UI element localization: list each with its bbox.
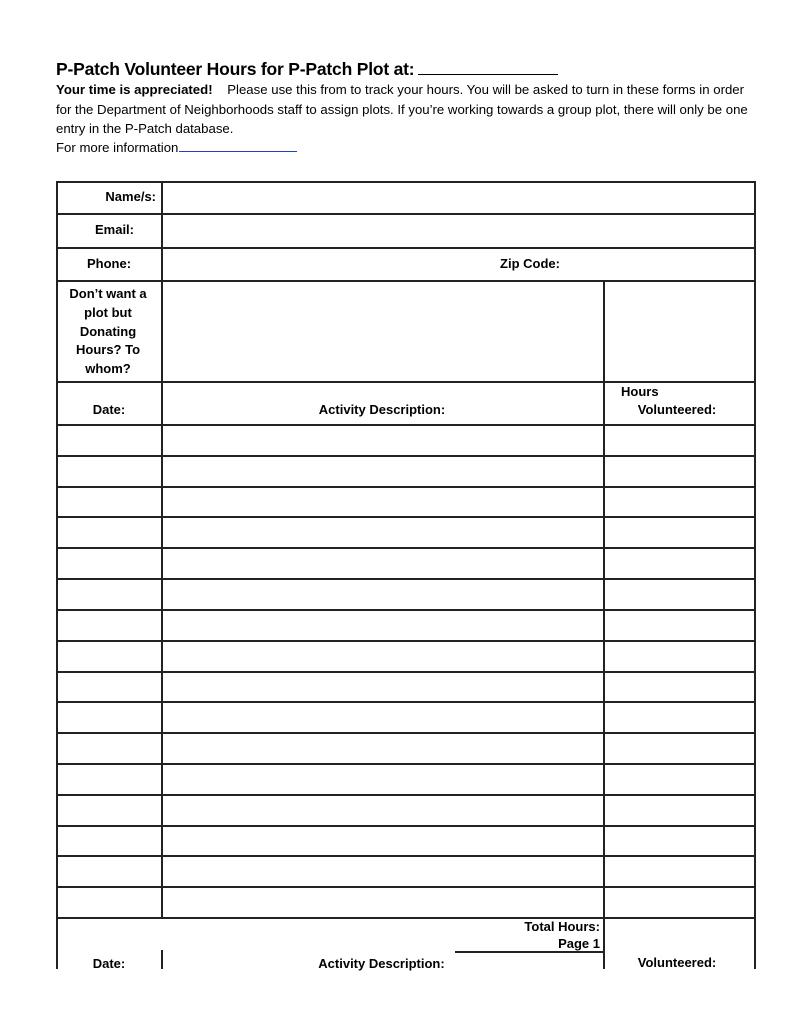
log-row-9-date[interactable] bbox=[58, 673, 160, 701]
log-row-4-hours[interactable] bbox=[605, 518, 753, 546]
date-column-header: Date: bbox=[92, 402, 126, 417]
log-row-6-activity[interactable] bbox=[163, 580, 602, 608]
log-row-10-date[interactable] bbox=[58, 703, 160, 731]
log-row-6-hours[interactable] bbox=[605, 580, 753, 608]
intro-paragraph bbox=[56, 80, 756, 139]
log-row-1-activity[interactable] bbox=[163, 426, 602, 454]
log-row-8-activity[interactable] bbox=[163, 642, 602, 670]
footer-activity-header: Activity Description: bbox=[318, 956, 445, 971]
log-row-13-date[interactable] bbox=[58, 796, 160, 824]
log-row-9-hours[interactable] bbox=[605, 673, 753, 701]
log-row-12-activity[interactable] bbox=[163, 765, 602, 793]
log-row-12-date[interactable] bbox=[58, 765, 160, 793]
log-row-14-hours[interactable] bbox=[605, 827, 753, 855]
table-right-border bbox=[754, 181, 756, 969]
page-title bbox=[56, 58, 558, 80]
log-row-9-activity[interactable] bbox=[163, 673, 602, 701]
donate-hours-field[interactable] bbox=[605, 281, 753, 380]
donate-label: Don’t want a plot but Donating Hours? To whom? bbox=[69, 286, 147, 377]
log-row-11-date[interactable] bbox=[58, 734, 160, 762]
log-row-13-activity[interactable] bbox=[163, 796, 602, 824]
log-row-2-date[interactable] bbox=[58, 457, 160, 485]
zip-code-label: Zip Code: bbox=[500, 256, 560, 271]
log-row-15-hours[interactable] bbox=[605, 857, 753, 885]
total-hours-rule bbox=[455, 951, 603, 953]
footer-date-header: Date: bbox=[92, 956, 126, 971]
activity-column-header: Activity Description: bbox=[318, 402, 446, 417]
log-row-5-activity[interactable] bbox=[163, 549, 602, 577]
email-label: Email: bbox=[94, 222, 134, 237]
log-row-15-activity[interactable] bbox=[163, 857, 602, 885]
log-row-2-activity[interactable] bbox=[163, 457, 602, 485]
more-info-link[interactable] bbox=[179, 138, 297, 152]
log-row-4-date[interactable] bbox=[58, 518, 160, 546]
intro-text: Please use this from to track your hours. You will be asked to turn in these forms in order for the Department of Neighborhoods staff to assign plots. If you’re working towards a group plot, there will only be one entry in the P-Patch database. bbox=[56, 82, 748, 136]
log-row-3-hours[interactable] bbox=[605, 488, 753, 516]
log-row-5-hours[interactable] bbox=[605, 549, 753, 577]
log-row-5-date[interactable] bbox=[58, 549, 160, 577]
log-row-8-hours[interactable] bbox=[605, 642, 753, 670]
plot-name-blank[interactable] bbox=[418, 58, 558, 75]
page-number: Page 1 bbox=[558, 936, 600, 951]
hours-header-line1: Hours bbox=[621, 384, 659, 399]
email-field[interactable] bbox=[163, 214, 753, 246]
log-row-8-date[interactable] bbox=[58, 642, 160, 670]
log-row-3-activity[interactable] bbox=[163, 488, 602, 516]
phone-label: Phone: bbox=[86, 256, 132, 271]
more-info bbox=[56, 138, 297, 155]
more-info-label: For more information bbox=[56, 140, 179, 155]
log-row-4-activity[interactable] bbox=[163, 518, 602, 546]
log-row-11-hours[interactable] bbox=[605, 734, 753, 762]
log-row-7-hours[interactable] bbox=[605, 611, 753, 639]
log-row-15-date[interactable] bbox=[58, 857, 160, 885]
intro-bold: Your time is appreciated! bbox=[56, 82, 213, 97]
log-row-16-hours[interactable] bbox=[605, 888, 753, 916]
name-label: Name/s: bbox=[105, 189, 156, 204]
log-row-12-hours[interactable] bbox=[605, 765, 753, 793]
donate-to-field[interactable] bbox=[163, 281, 602, 380]
name-field[interactable] bbox=[163, 182, 753, 212]
log-row-1-hours[interactable] bbox=[605, 426, 753, 454]
log-row-13-hours[interactable] bbox=[605, 796, 753, 824]
total-hours-label: Total Hours: bbox=[524, 919, 600, 934]
rule-gap bbox=[160, 919, 165, 950]
log-row-1-date[interactable] bbox=[58, 426, 160, 454]
log-row-6-date[interactable] bbox=[58, 580, 160, 608]
log-row-10-hours[interactable] bbox=[605, 703, 753, 731]
footer-volunteered-header: Volunteered: bbox=[637, 955, 717, 970]
phone-field[interactable] bbox=[163, 248, 463, 279]
log-row-14-date[interactable] bbox=[58, 827, 160, 855]
log-row-7-date[interactable] bbox=[58, 611, 160, 639]
log-row-16-date[interactable] bbox=[58, 888, 160, 916]
log-row-7-activity[interactable] bbox=[163, 611, 602, 639]
log-row-2-hours[interactable] bbox=[605, 457, 753, 485]
log-row-10-activity[interactable] bbox=[163, 703, 602, 731]
log-row-3-date[interactable] bbox=[58, 488, 160, 516]
zip-code-field[interactable] bbox=[580, 248, 753, 279]
hours-header-line2: Volunteered: bbox=[637, 402, 717, 417]
log-row-14-activity[interactable] bbox=[163, 827, 602, 855]
title-text: P-Patch Volunteer Hours for P-Patch Plot at: bbox=[56, 59, 415, 79]
log-row-11-activity[interactable] bbox=[163, 734, 602, 762]
log-row-16-activity[interactable] bbox=[163, 888, 602, 916]
